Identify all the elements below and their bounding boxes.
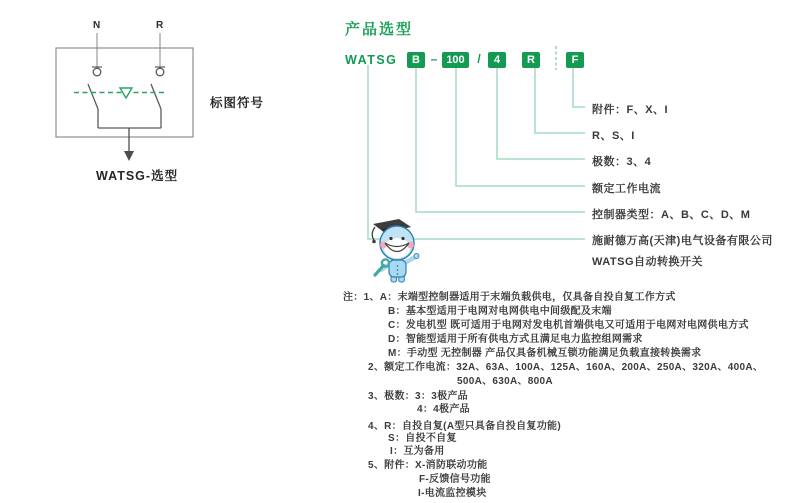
terminal-contact-n bbox=[93, 68, 101, 76]
interlock-triangle-icon bbox=[120, 88, 132, 98]
note-line: 5、附件：X-消防联动功能 bbox=[368, 460, 488, 471]
branch-label-product: WATSG自动转换开关 bbox=[592, 256, 704, 268]
note-line: M：手动型 无控制器 产品仅具备机械互锁功能满足负载直接转换需求 bbox=[388, 348, 702, 359]
mascot-icon bbox=[365, 218, 435, 286]
code-box-poles: 4 bbox=[488, 52, 506, 68]
code-box-accessory: F bbox=[566, 52, 584, 68]
terminal-label-r: R bbox=[156, 20, 164, 31]
note-line: C：发电机型 既可适用于电网对发电机首端供电又可适用于电网对电网供电方式 bbox=[388, 320, 749, 331]
note-line: 3、极数：3：3极产品 bbox=[368, 391, 468, 402]
symbol-bottom-caption: WATSG-选型 bbox=[96, 169, 179, 183]
model-code-prefix: WATSG bbox=[345, 53, 398, 67]
branch-label-mode: R、S、I bbox=[592, 130, 635, 142]
terminal-label-n: N bbox=[93, 20, 101, 31]
note-line: 2、额定工作电流：32A、63A、100A、125A、160A、200A、250A、320A、400A、 bbox=[368, 362, 764, 373]
note-line: 4：4极产品 bbox=[417, 404, 470, 415]
code-box-current: 100 bbox=[442, 52, 469, 68]
code-slash: / bbox=[477, 52, 481, 66]
branch-label-poles: 极数：3、4 bbox=[592, 156, 652, 168]
branch-label-current: 额定工作电流 bbox=[592, 183, 661, 195]
branch-label-company: 施耐德万高(天津)电气设备有限公司 bbox=[592, 235, 773, 247]
branch-label-accessory: 附件：F、X、I bbox=[592, 104, 669, 116]
symbol-side-caption: 标图符号 bbox=[210, 96, 265, 110]
note-line: 注：1、A：末端型控制器适用于末端负载供电，仅具备自投自复工作方式 bbox=[343, 292, 676, 303]
wrench-icon bbox=[375, 259, 389, 275]
note-line: D：智能型适用于所有供电方式且满足电力监控组网需求 bbox=[388, 334, 643, 345]
note-line: F-反馈信号功能 bbox=[419, 474, 491, 485]
note-line: S：自投不自复 bbox=[388, 433, 457, 444]
note-line: B：基本型适用于电网对电网供电中间级配及末端 bbox=[388, 306, 612, 317]
terminal-contact-r bbox=[156, 68, 164, 76]
page-title: 产品选型 bbox=[345, 21, 414, 38]
code-box-mode: R bbox=[522, 52, 540, 68]
note-line: 4、R：自投自复(A型只具备自投自复功能) bbox=[368, 421, 561, 432]
output-arrowhead bbox=[124, 151, 134, 161]
code-box-controller: B bbox=[407, 52, 425, 68]
code-dash: – bbox=[430, 52, 438, 66]
note-line: I：互为备用 bbox=[390, 446, 445, 457]
transfer-switch-symbol bbox=[56, 33, 193, 161]
note-line: 500A、630A、800A bbox=[457, 376, 553, 387]
mascot-head bbox=[380, 226, 414, 260]
selection-tree-lines bbox=[368, 65, 585, 239]
branch-label-controller: 控制器类型：A、B、C、D、M bbox=[592, 209, 751, 221]
note-line: I-电流监控模块 bbox=[418, 488, 487, 499]
